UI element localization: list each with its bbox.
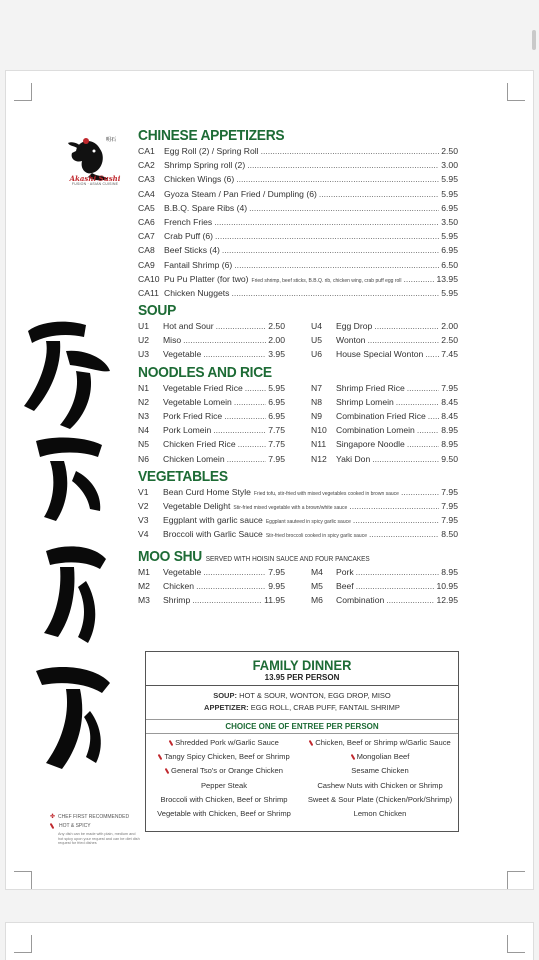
- dot-leader: [238, 437, 267, 451]
- item-price: 6.95: [268, 396, 285, 407]
- item-description: Stir-fried mixed vegetable with a brown/white sauce: [233, 504, 348, 511]
- item-code: N11: [311, 439, 327, 450]
- item-name: Vegetable: [163, 349, 202, 360]
- family-entree: [302, 807, 458, 821]
- item-price: 3.00: [441, 160, 458, 171]
- menu-item-row: [138, 499, 458, 513]
- item-name: Miso: [163, 335, 182, 346]
- menu-item-row: [138, 144, 458, 158]
- item-price: 12.95: [436, 594, 458, 605]
- item-name: Chicken: [163, 580, 195, 591]
- scrollbar[interactable]: [532, 30, 536, 50]
- crop-mark: [507, 871, 525, 889]
- item-name: Shrimp: [163, 594, 191, 605]
- item-price: 2.50: [441, 335, 458, 346]
- dot-leader: [215, 229, 439, 243]
- family-appetizer-label: APPETIZER:: [204, 703, 249, 712]
- family-entree-name: General Tso's or Orange Chicken: [171, 766, 283, 776]
- item-price: 8.95: [441, 566, 458, 577]
- item-code: CA5: [138, 202, 155, 213]
- item-code: CA4: [138, 188, 155, 199]
- appetizers-list: [138, 144, 458, 300]
- dot-leader: [349, 499, 439, 513]
- family-left-list: [146, 736, 302, 821]
- menu-item-row: [311, 319, 458, 333]
- item-code: N7: [311, 382, 322, 393]
- item-price: 13.95: [436, 273, 458, 284]
- menu-item-row: [138, 423, 285, 437]
- item-name: Pork Lomein: [163, 425, 212, 436]
- menu-item-row: [138, 513, 458, 527]
- menu-item-row: [311, 409, 458, 423]
- item-name: Combination Lomein: [336, 425, 415, 436]
- family-entree-name: Sweet & Sour Plate (Chicken/Pork/Shrimp): [307, 794, 453, 804]
- noodles-left-list: [138, 381, 285, 466]
- item-price: 7.45: [441, 349, 458, 360]
- soup-right-list: [311, 319, 458, 362]
- family-soup-label: SOUP:: [213, 691, 237, 700]
- item-price: 7.95: [268, 453, 285, 464]
- dot-leader: [216, 319, 267, 333]
- menu-item-row: [138, 347, 285, 361]
- item-price: 6.95: [441, 245, 458, 256]
- mooshu-left-list: [138, 565, 285, 608]
- item-code: CA2: [138, 160, 155, 171]
- item-code: V1: [138, 486, 149, 497]
- family-soup-text: HOT & SOUR, WONTON, EGG DROP, MISO: [239, 691, 391, 700]
- mooshu-right-list: [311, 565, 458, 608]
- item-name: Combination: [336, 594, 385, 605]
- item-price: 7.95: [441, 382, 458, 393]
- item-price: 8.95: [441, 439, 458, 450]
- dot-leader: [213, 423, 266, 437]
- menu-page: [5, 70, 534, 890]
- dot-leader: [203, 565, 266, 579]
- family-entree: [146, 750, 302, 764]
- appetizers-title: CHINESE APPETIZERS: [138, 127, 285, 144]
- item-code: N8: [311, 396, 322, 407]
- item-price: 5.95: [441, 188, 458, 199]
- family-entree: [302, 779, 458, 793]
- item-name: Eggplant with garlic sauce: [163, 515, 263, 526]
- dot-leader: [192, 593, 262, 607]
- item-code: U1: [138, 321, 149, 332]
- item-description: Stir-fried broccoli cooked in spicy garlic sauce: [265, 533, 367, 540]
- item-name: Chicken Nuggets: [164, 287, 230, 298]
- item-name: Pork Fried Rice: [163, 411, 223, 421]
- item-price: 3.95: [268, 349, 285, 360]
- family-entree-name: Shredded Pork w/Garlic Sauce: [175, 738, 279, 747]
- item-code: V3: [138, 515, 149, 526]
- item-price: 5.95: [441, 174, 458, 185]
- menu-item-row: [138, 201, 458, 215]
- item-price: 2.50: [441, 146, 458, 156]
- menu-item-row: [138, 319, 285, 333]
- chef-recommended-icon: ✤: [50, 814, 56, 820]
- dot-leader: [234, 395, 266, 409]
- chili-pepper-icon: [169, 740, 175, 746]
- item-name: Combination Fried Rice: [336, 411, 426, 421]
- menu-item-row: [138, 229, 458, 243]
- soup-title: SOUP: [138, 302, 177, 320]
- legend-chef: CHEF FIRST RECOMMENDED: [58, 813, 130, 820]
- family-entree: [302, 736, 458, 750]
- mooshu-subtitle: SERVED WITH HOISIN SAUCE AND FOUR PANCAKES: [205, 555, 370, 563]
- item-code: N6: [138, 453, 149, 464]
- item-name: Chicken Fried Rice: [163, 439, 236, 450]
- item-price: 6.50: [441, 259, 458, 270]
- family-soup: [146, 690, 458, 702]
- item-name: Shrimp Lomein: [336, 396, 394, 407]
- item-code: V2: [138, 500, 149, 511]
- item-name: Pork: [336, 566, 354, 577]
- dot-leader: [196, 579, 266, 593]
- family-entree-name: Tangy Spicy Chicken, Beef or Shrimp: [164, 752, 290, 762]
- menu-item-row: [138, 333, 285, 347]
- item-code: CA8: [138, 245, 155, 256]
- menu-item-row: [138, 381, 285, 395]
- item-name: Beef: [336, 580, 354, 591]
- item-code: N5: [138, 439, 149, 450]
- menu-item-row: [311, 565, 458, 579]
- logo-subtitle: FUSION · ASIAN CUISINE: [71, 182, 119, 186]
- noodles-columns: [138, 381, 458, 466]
- item-name: Vegetable Lomein: [163, 396, 232, 407]
- item-code: U2: [138, 335, 149, 346]
- dot-leader: [249, 201, 439, 215]
- menu-item-row: [138, 452, 285, 466]
- dot-leader: [236, 172, 439, 186]
- crop-mark: [14, 871, 32, 889]
- item-code: N1: [138, 382, 149, 393]
- noodles-right-list: [311, 381, 458, 466]
- item-price: 7.75: [268, 439, 285, 450]
- menu-item-row: [138, 395, 285, 409]
- item-price: 2.00: [268, 335, 285, 346]
- family-entree: [146, 793, 302, 807]
- family-entrees: [146, 736, 458, 821]
- dot-leader: [356, 565, 440, 579]
- item-price: 6.95: [268, 411, 285, 421]
- dot-leader: [407, 381, 439, 395]
- item-code: U5: [311, 335, 322, 346]
- item-price: 10.95: [436, 580, 458, 591]
- item-name: Crab Puff (6): [164, 231, 214, 242]
- dot-leader: [222, 243, 439, 257]
- item-description: Eggplant sauteed in spicy garlic sauce: [265, 519, 351, 526]
- dot-leader: [407, 437, 439, 451]
- item-price: 7.95: [441, 486, 458, 497]
- menu-item-row: [138, 409, 285, 423]
- item-name: Broccoli with Garlic Sauce: [163, 529, 263, 540]
- dot-leader: [214, 215, 439, 229]
- family-entree-name: Cashew Nuts with Chicken or Shrimp: [317, 780, 443, 790]
- item-price: 6.95: [441, 202, 458, 213]
- soup-columns: [138, 319, 458, 362]
- family-entree-name: Sesame Chicken: [351, 766, 409, 776]
- item-code: N9: [311, 411, 322, 421]
- item-code: CA11: [138, 287, 159, 298]
- menu-item-row: [311, 347, 458, 361]
- item-price: 7.95: [441, 515, 458, 526]
- menu-item-row: [311, 579, 458, 593]
- menu-item-row: [311, 593, 458, 607]
- chili-pepper-icon: [351, 754, 357, 760]
- menu-item-row: [138, 215, 458, 229]
- item-code: CA1: [138, 146, 155, 156]
- dot-leader: [231, 286, 439, 300]
- dot-leader: [425, 347, 439, 361]
- family-appetizer-text: EGG ROLL, CRAB PUFF, FANTAIL SHRIMP: [250, 703, 400, 712]
- item-price: 7.75: [268, 425, 285, 436]
- family-entree: [302, 764, 458, 778]
- chili-pepper-icon: [50, 823, 56, 829]
- family-dinner-box: [145, 651, 459, 832]
- item-code: N12: [311, 453, 327, 464]
- dot-leader: [428, 409, 439, 423]
- item-name: Fantail Shrimp (6): [164, 259, 233, 270]
- dot-leader: [417, 423, 439, 437]
- mooshu-title: [138, 548, 432, 565]
- item-code: N3: [138, 411, 149, 421]
- chili-pepper-icon: [309, 740, 315, 746]
- dot-leader: [369, 527, 439, 541]
- dot-leader: [183, 333, 266, 347]
- menu-item-row: [138, 172, 458, 186]
- item-price: 5.95: [441, 287, 458, 298]
- menu-item-row: [138, 158, 458, 172]
- menu-item-row: [311, 395, 458, 409]
- item-description: Fried tofu, stir-fried with mixed vegetables cooked in brown sauce: [253, 490, 399, 497]
- item-name: Yaki Don: [336, 453, 371, 464]
- item-code: CA7: [138, 231, 155, 242]
- item-name: Chicken Wings (6): [164, 174, 235, 185]
- item-name: B.B.Q. Spare Ribs (4): [164, 202, 248, 213]
- dot-leader: [245, 381, 266, 395]
- family-choice: CHOICE ONE OF ENTREE PER PERSON: [146, 719, 458, 734]
- item-code: M3: [138, 594, 150, 605]
- menu-item-row: [138, 485, 458, 499]
- item-code: N2: [138, 396, 149, 407]
- item-name: Singapore Noodle: [336, 439, 405, 450]
- menu-item-row: [138, 579, 285, 593]
- dot-leader: [319, 187, 439, 201]
- family-entree-name: Lemon Chicken: [353, 809, 407, 819]
- family-entree: [146, 807, 302, 821]
- crop-mark: [507, 935, 525, 953]
- dot-leader: [227, 452, 267, 466]
- calligraphy-decoration-icon: [6, 311, 131, 781]
- item-name: Vegetable Fried Rice: [163, 382, 243, 393]
- family-appetizer: [146, 702, 458, 714]
- item-code: M5: [311, 580, 323, 591]
- family-entree: [302, 793, 458, 807]
- menu-item-row: [138, 258, 458, 272]
- item-price: 8.95: [441, 425, 458, 436]
- menu-item-row: [311, 423, 458, 437]
- menu-item-row: [138, 593, 285, 607]
- logo-name: Akashi Sushi: [69, 174, 121, 183]
- item-price: 5.95: [441, 231, 458, 242]
- legend: [50, 813, 140, 846]
- family-entree: [146, 764, 302, 778]
- item-code: CA9: [138, 259, 155, 270]
- crop-mark: [507, 83, 525, 101]
- item-price: 2.00: [441, 321, 458, 332]
- family-title: FAMILY DINNER: [252, 657, 352, 673]
- dot-leader: [404, 272, 435, 286]
- item-price: 9.95: [268, 580, 285, 591]
- item-code: CA6: [138, 216, 155, 227]
- soup-left-list: [138, 319, 285, 362]
- dot-leader: [367, 333, 439, 347]
- menu-content: [138, 127, 458, 607]
- menu-item-row: [138, 527, 458, 541]
- item-name: Hot and Sour: [163, 321, 214, 332]
- family-entree: [146, 779, 302, 793]
- item-name: Gyoza Steam / Pan Fried / Dumpling (6): [164, 188, 317, 199]
- dot-leader: [247, 158, 439, 172]
- next-page: [5, 922, 534, 960]
- family-right-list: [302, 736, 458, 821]
- item-code: CA10: [138, 273, 160, 284]
- dot-leader: [203, 347, 266, 361]
- dot-leader: [386, 593, 434, 607]
- item-price: 11.95: [264, 594, 285, 605]
- family-entree-name: Vegetable with Chicken, Beef or Shrimp: [157, 809, 291, 819]
- item-code: M4: [311, 566, 323, 577]
- family-entree-name: Pepper Steak: [200, 780, 247, 790]
- dot-leader: [374, 319, 439, 333]
- legend-hot: HOT & SPICY: [59, 823, 91, 829]
- menu-item-row: [138, 243, 458, 257]
- item-name: Pu Pu Platter (for two): [164, 273, 249, 284]
- dot-leader: [356, 579, 435, 593]
- family-entree-name: Broccoli with Chicken, Beef or Shrimp: [160, 794, 288, 804]
- dot-leader: [261, 144, 440, 158]
- item-code: U4: [311, 321, 322, 332]
- dot-leader: [353, 513, 439, 527]
- dot-leader: [401, 485, 439, 499]
- family-entree-name: Mongolian Beef: [356, 752, 410, 762]
- menu-item-row: [138, 272, 458, 286]
- item-name: Egg Roll (2) / Spring Roll: [164, 146, 259, 156]
- item-name: Beef Sticks (4): [164, 245, 220, 256]
- menu-item-row: [311, 452, 458, 466]
- menu-item-row: [138, 187, 458, 201]
- item-name: French Fries: [164, 216, 213, 227]
- item-description: Fried shrimp, beef sticks, B.B.Q. rib, chicken wing, crab puff egg roll: [251, 277, 402, 284]
- item-name: Egg Drop: [336, 321, 373, 332]
- item-name: Wonton: [336, 335, 366, 346]
- item-code: CA3: [138, 174, 155, 185]
- item-code: M2: [138, 580, 150, 591]
- legend-note: Any dish can be made with plain, medium and hot spicy upon your request and can be diet dish request for fried dishes: [58, 832, 140, 846]
- item-price: 7.95: [268, 566, 285, 577]
- item-code: V4: [138, 529, 149, 540]
- crop-mark: [14, 935, 32, 953]
- item-code: N10: [311, 425, 327, 436]
- family-entree: [146, 736, 302, 750]
- dot-leader: [396, 395, 439, 409]
- item-name: Shrimp Spring roll (2): [164, 160, 246, 171]
- chili-pepper-icon: [165, 768, 171, 774]
- family-price: 13.95 PER PERSON: [146, 673, 458, 686]
- item-price: 8.45: [441, 411, 458, 421]
- mooshu-title-text: MOO SHU: [138, 547, 203, 565]
- menu-item-row: [311, 437, 458, 451]
- crop-mark: [14, 83, 32, 101]
- item-code: M6: [311, 594, 323, 605]
- item-name: House Special Wonton: [336, 349, 424, 360]
- item-name: Shrimp Fried Rice: [336, 382, 405, 393]
- item-name: Vegetable: [163, 566, 202, 577]
- menu-item-row: [311, 333, 458, 347]
- item-code: U3: [138, 349, 149, 360]
- chili-pepper-icon: [158, 754, 164, 760]
- menu-item-row: [138, 565, 285, 579]
- vegetables-title: VEGETABLES: [138, 467, 228, 485]
- item-price: 9.50: [441, 453, 458, 464]
- menu-item-row: [138, 437, 285, 451]
- item-code: N4: [138, 425, 149, 436]
- item-name: Chicken Lomein: [163, 453, 225, 464]
- svg-text:明石: 明石: [106, 137, 117, 143]
- dot-leader: [372, 452, 439, 466]
- menu-item-row: [311, 381, 458, 395]
- noodles-title: NOODLES AND RICE: [138, 363, 272, 381]
- item-name: Vegetable Delight: [163, 500, 231, 511]
- family-entree-name: Chicken, Beef or Shrimp w/Garlic Sauce: [315, 738, 451, 747]
- item-price: 8.50: [441, 529, 458, 540]
- item-price: 8.45: [441, 396, 458, 407]
- item-price: 7.95: [441, 500, 458, 511]
- item-code: M1: [138, 566, 150, 577]
- item-code: U6: [311, 349, 322, 360]
- item-price: 2.50: [268, 321, 285, 332]
- mooshu-columns: [138, 565, 458, 608]
- menu-item-row: [138, 286, 458, 300]
- item-price: 3.50: [441, 216, 458, 227]
- item-price: 5.95: [268, 382, 285, 393]
- family-entree: [302, 750, 458, 764]
- item-name: Bean Curd Home Style: [163, 486, 251, 497]
- vegetables-list: [138, 485, 458, 542]
- dot-leader: [224, 409, 266, 423]
- dot-leader: [234, 258, 439, 272]
